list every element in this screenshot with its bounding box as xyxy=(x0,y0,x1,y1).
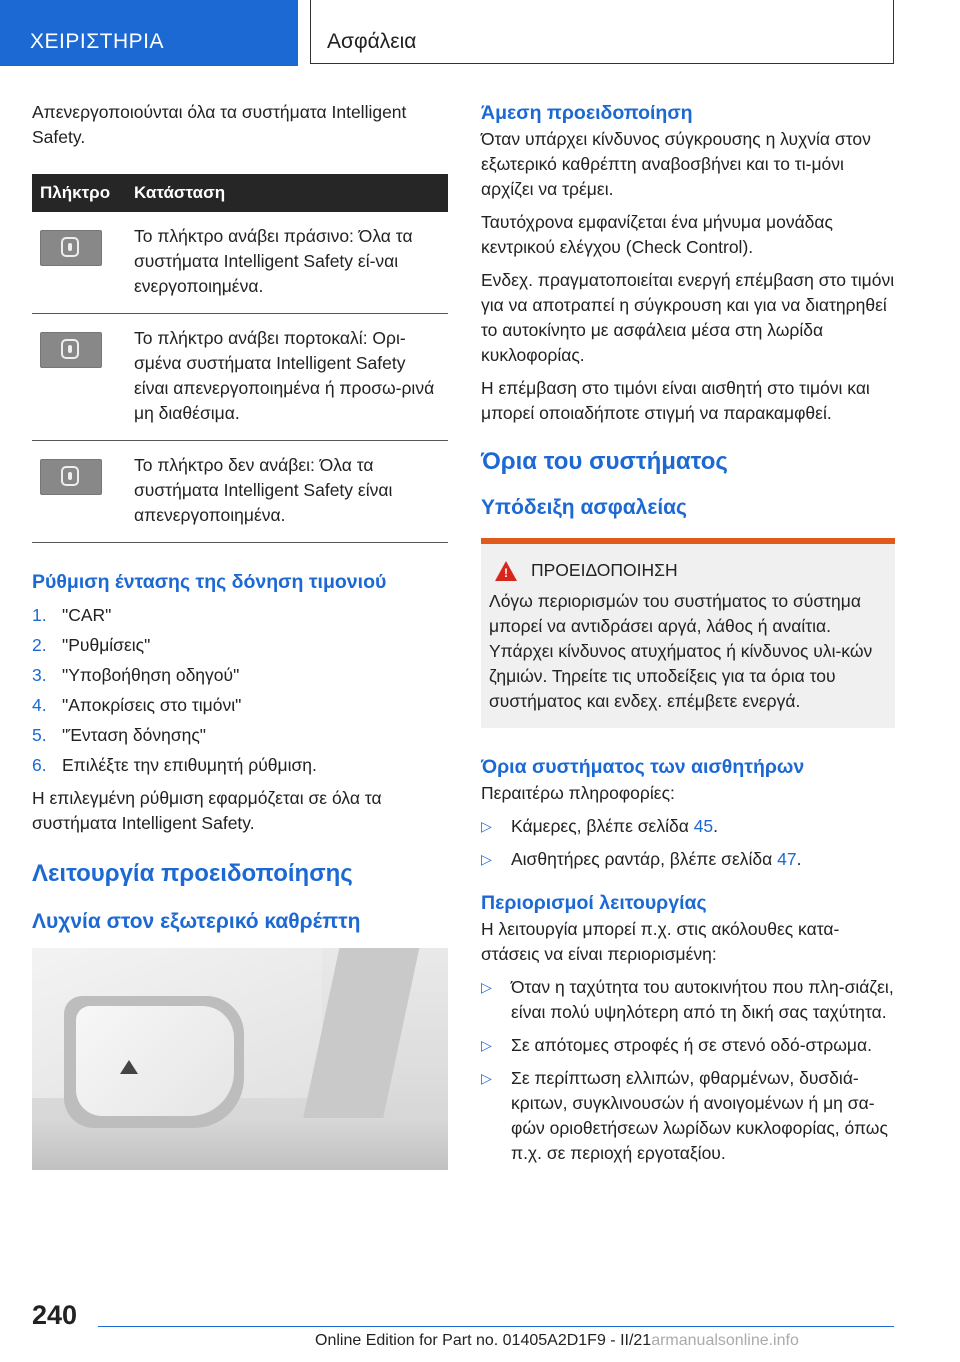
page-number: 240 xyxy=(32,1300,78,1330)
intelligent-safety-button-icon xyxy=(40,230,102,266)
col-header-state: Κατάσταση xyxy=(126,174,448,212)
more-info-text: Περαιτέρω πληροφορίες: xyxy=(481,783,675,803)
list-item: 2. "Ρυθμίσεις" xyxy=(32,635,151,655)
restrictions-intro: Η λειτουργία μπορεί π.χ. στις ακόλουθες κατα-στάσεις να είναι περιορισμένη: xyxy=(481,919,840,964)
system-limits-heading: Όρια του συστήματος xyxy=(481,448,728,475)
arrow-right-icon: ▷ xyxy=(481,1070,492,1086)
page-link-45[interactable]: 45 xyxy=(693,816,714,836)
intro-text: Απενεργοποιούνται όλα τα συστήματα Intelligent Safety. xyxy=(32,102,407,147)
list-item: ▷ Όταν η ταχύτητα του αυτοκινήτου που πλη-σιάζει, είναι πολύ υψηλότερη από τη δική σας ταχύτητα. xyxy=(481,977,894,1022)
immediate-text-1: Όταν υπάρχει κίνδυνος σύγκρουσης η λυχνία στον εξωτερικό καθρέπτη αναβοσβήνει και το τι-μόνι αρχίζει να τρέμει. xyxy=(481,129,871,199)
page-header xyxy=(0,0,960,66)
warning-label: ΠΡΟΕΙΔΟΠΟΙΗΣΗ xyxy=(531,560,678,580)
restrictions-heading: Περιορισμοί λειτουργίας xyxy=(481,892,707,914)
reference-list xyxy=(481,814,895,872)
arrow-right-icon: ▷ xyxy=(481,818,492,834)
key-status-table xyxy=(32,174,448,543)
warning-text: Λόγω περιορισμών του συστήματος το σύστημα μπορεί να αντιδράσει αργά, λάθος ή αναίτια. Υπάρχει κίνδυνος ατυχήματος ή κίνδυνος υλι-κών ζημιών. Τηρείτε τις υποδείξεις για τα όρια του συστήματος και ενδεχ. επέμβετε ενεργά. xyxy=(489,591,873,711)
table-header-row xyxy=(32,174,448,212)
mirror-warning-photo xyxy=(32,948,448,1170)
warning-function-heading: Λειτουργία προειδοποίησης xyxy=(32,860,353,887)
mirror-light-heading: Λυχνία στον εξωτερικό καθρέπτη xyxy=(32,910,361,933)
list-item: 1. "CAR" xyxy=(32,605,112,625)
col-header-key: Πλήκτρο xyxy=(32,174,126,212)
immediate-text-2: Ταυτόχρονα εμφανίζεται ένα μήνυμα μονάδας κεντρικού ελέγχου (Check Control). xyxy=(481,212,833,257)
intelligent-safety-button-icon xyxy=(40,332,102,368)
table-row xyxy=(32,314,448,441)
arrow-right-icon: ▷ xyxy=(481,979,492,995)
safety-note-heading: Υπόδειξη ασφαλείας xyxy=(481,496,687,519)
list-item: ▷ Αισθητήρες ραντάρ, βλέπε σελίδα 47. xyxy=(481,847,895,872)
section-tab xyxy=(0,0,298,66)
list-item: 4. "Αποκρίσεις στο τιμόνι" xyxy=(32,695,242,715)
vibration-heading: Ρύθμιση έντασης της δόνηση τιμονιού xyxy=(32,571,387,593)
section-title: ΧΕΙΡΙΣΤΗΡΙΑ xyxy=(30,30,165,53)
table-row xyxy=(32,441,448,543)
warning-box xyxy=(481,538,895,728)
list-item: 5. "Ένταση δόνησης" xyxy=(32,725,206,745)
left-column xyxy=(32,100,448,1170)
footer-brand: armanualsonline.info xyxy=(651,1332,799,1349)
chapter-box xyxy=(310,0,894,64)
arrow-right-icon: ▷ xyxy=(481,851,492,867)
immediate-text-3: Ενδεχ. πραγματοποιείται ενεργή επέμβαση στο τιμόνι για να αποτραπεί η σύγκρουση και για να διατηρηθεί το αυτοκίνητο με ασφάλεια μέσα στη λωρίδα κυκλοφορίας. xyxy=(481,270,895,365)
restrictions-list xyxy=(481,975,895,1166)
table-cell-state: Το πλήκτρο ανάβει πράσινο: Όλα τα συστήματα Intelligent Safety εί-ναι ενεργοποιημένα. xyxy=(126,212,448,314)
list-item: 3. "Υποβοήθηση οδηγού" xyxy=(32,665,240,685)
intelligent-safety-button-icon xyxy=(40,459,102,495)
table-cell-state: Το πλήκτρο ανάβει πορτοκαλί: Ορι-σμένα συστήματα Intelligent Safety είναι απενεργοποιημένα ή προσω-ρινά μη διαθέσιμα. xyxy=(126,314,448,441)
warning-triangle-icon: ! xyxy=(495,561,517,581)
right-column xyxy=(481,100,895,1174)
immediate-text-4: Η επέμβαση στο τιμόνι είναι αισθητή στο τιμόνι και μπορεί οποιαδήποτε στιγμή να παρακαμφθεί. xyxy=(481,378,870,423)
immediate-warning-heading: Άμεση προειδοποίηση xyxy=(481,102,693,124)
vibration-steps xyxy=(32,600,448,780)
settings-applied-text: Η επιλεγμένη ρύθμιση εφαρμόζεται σε όλα τα συστήματα Intelligent Safety. xyxy=(32,788,382,833)
table-row xyxy=(32,212,448,314)
chapter-title: Ασφάλεια xyxy=(327,30,417,53)
list-item: ▷ Σε περίπτωση ελλιπών, φθαρμένων, δυσδιά-κριτων, συγκλινουσών ή ανοιγομένων ή μη σα-φών οριοθετήσεων λωρίδων κυκλοφορίας, όπως π.χ. σε περιοχή εργοταξίου. xyxy=(481,1068,888,1163)
sensor-limits-heading: Όρια συστήματος των αισθητήρων xyxy=(481,756,805,778)
list-item: ▷ Σε απότομες στροφές ή σε στενό οδό-στρωμα. xyxy=(481,1033,895,1058)
footer-divider xyxy=(98,1326,894,1327)
warning-triangle-icon xyxy=(120,1060,138,1074)
arrow-right-icon: ▷ xyxy=(481,1037,492,1053)
footer-edition: Online Edition for Part no. 01405A2D1F9 - II/21armanualsonline.info xyxy=(315,1332,799,1349)
list-item: 6. Επιλέξτε την επιθυμητή ρύθμιση. xyxy=(32,755,317,775)
table-cell-state: Το πλήκτρο δεν ανάβει: Όλα τα συστήματα Intelligent Safety είναι απενεργοποιημένα. xyxy=(126,441,448,543)
list-item: ▷ Κάμερες, βλέπε σελίδα 45. xyxy=(481,814,895,839)
page-link-47[interactable]: 47 xyxy=(777,849,797,869)
